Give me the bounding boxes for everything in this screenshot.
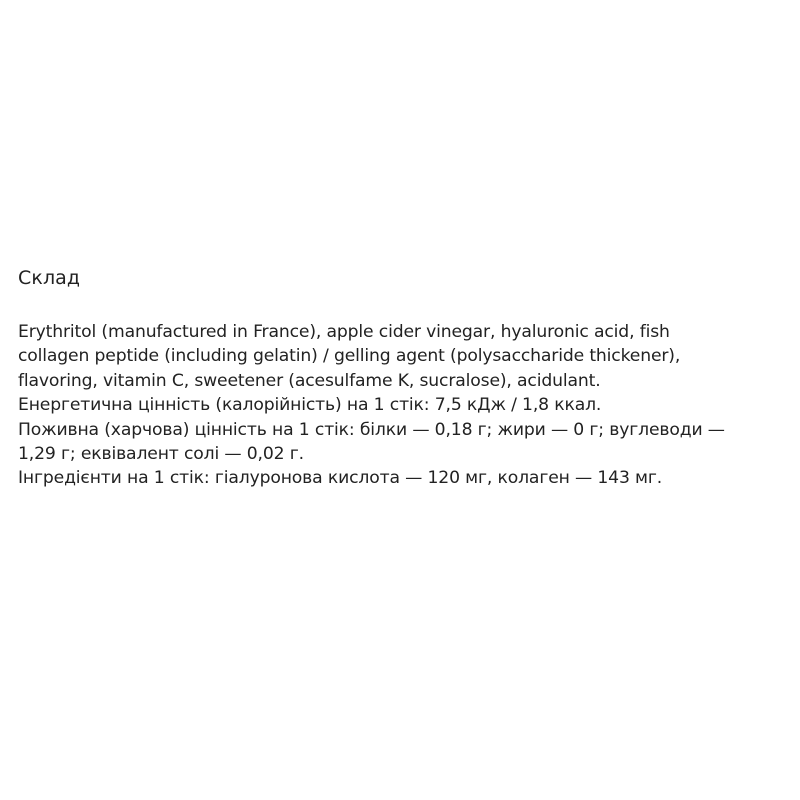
energy-value-line: Енергетична цінність (калорійність) на 1 стік: 7,5 кДж / 1,8 ккал. [18,395,602,416]
nutrition-value-line: 1,29 г; еквівалент солі — 0,02 г. [18,444,304,465]
ingredients-line: collagen peptide (including gelatin) / gelling agent (polysaccharide thickener), [18,346,681,367]
composition-section [18,264,788,491]
ingredients-per-stick-line: Інгредієнти на 1 стік: гіалуронова кислота — 120 мг, колаген — 143 мг. [18,468,663,489]
composition-heading: Склад [18,267,81,289]
ingredients-line: Erythritol (manufactured in France), apple cider vinegar, hyaluronic acid, fish [18,322,670,342]
nutrition-value-line: Поживна (харчова) цінність на 1 стік: білки — 0,18 г; жири — 0 г; вуглеводи — [18,419,725,440]
composition-text [18,320,788,491]
ingredients-line: flavoring, vitamin C, sweetener (acesulfame K, sucralose), acidulant. [18,370,601,391]
